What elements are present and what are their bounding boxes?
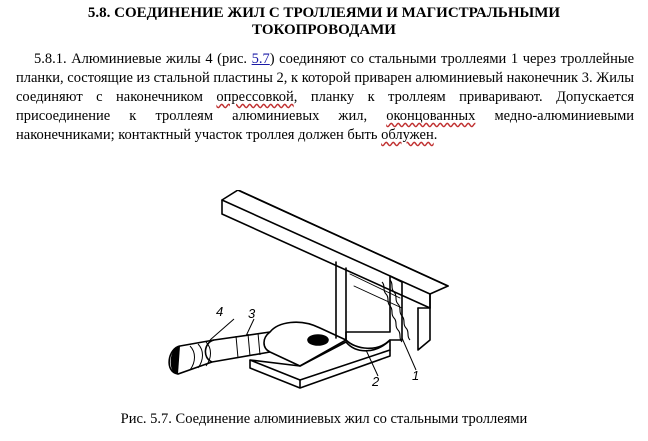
paragraph-text-2: ) соединяют со стальными троллеями 1 через троллейные планки, состоящие из стальной пластины 2, к которой приварен алюминиевый наконечник 3. Жилы соединяют с наконечником bbox=[16, 51, 635, 105]
figure-link[interactable]: 5.7 bbox=[251, 51, 270, 67]
callout-2: 2 bbox=[372, 374, 380, 389]
section-heading bbox=[0, 5, 648, 39]
lug-hole bbox=[308, 335, 328, 345]
figure-illustration bbox=[150, 190, 450, 400]
steel-plate-base bbox=[250, 340, 390, 380]
body-paragraph bbox=[16, 50, 634, 145]
paragraph-text-5: . bbox=[433, 127, 438, 143]
paragraph-text-3: , планку к троллеям приваривают. Допускается присоединение к троллеям алюминиевых жил, bbox=[16, 89, 634, 124]
trolley-top-flange bbox=[222, 190, 448, 294]
spellcheck-word-opressovkoy: опрессовкой bbox=[216, 89, 294, 105]
figure-caption: Рис. 5.7. Соединение алюминиевых жил со стальными троллеями bbox=[120, 411, 528, 427]
section-heading-line-2: ТОКОПРОВОДАМИ bbox=[252, 22, 396, 38]
spellcheck-word-okontsovannykh: оконцованных bbox=[386, 108, 476, 124]
steel-plate bbox=[346, 276, 402, 348]
section-heading-line-1: 5.8. СОЕДИНЕНИЕ ЖИЛ С ТРОЛЛЕЯМИ И МАГИСТРАЛЬНЫМИ bbox=[87, 5, 561, 21]
trolley-vertical-flange bbox=[418, 294, 430, 350]
aluminium-lug bbox=[264, 322, 346, 366]
paragraph-text-1: 5.8.1. Алюминиевые жилы 4 (рис. bbox=[34, 51, 252, 67]
callout-4: 4 bbox=[216, 304, 224, 319]
trolley-front-face bbox=[222, 200, 430, 308]
callout-1: 1 bbox=[412, 368, 420, 383]
callout-3: 3 bbox=[248, 306, 256, 321]
paragraph-text-4: медно-алюминиевыми наконечниками; контактный участок троллея должен быть bbox=[16, 108, 635, 143]
spellcheck-word-oboluzhen: облужен bbox=[381, 127, 434, 143]
trolley-connection-drawing bbox=[150, 190, 450, 400]
